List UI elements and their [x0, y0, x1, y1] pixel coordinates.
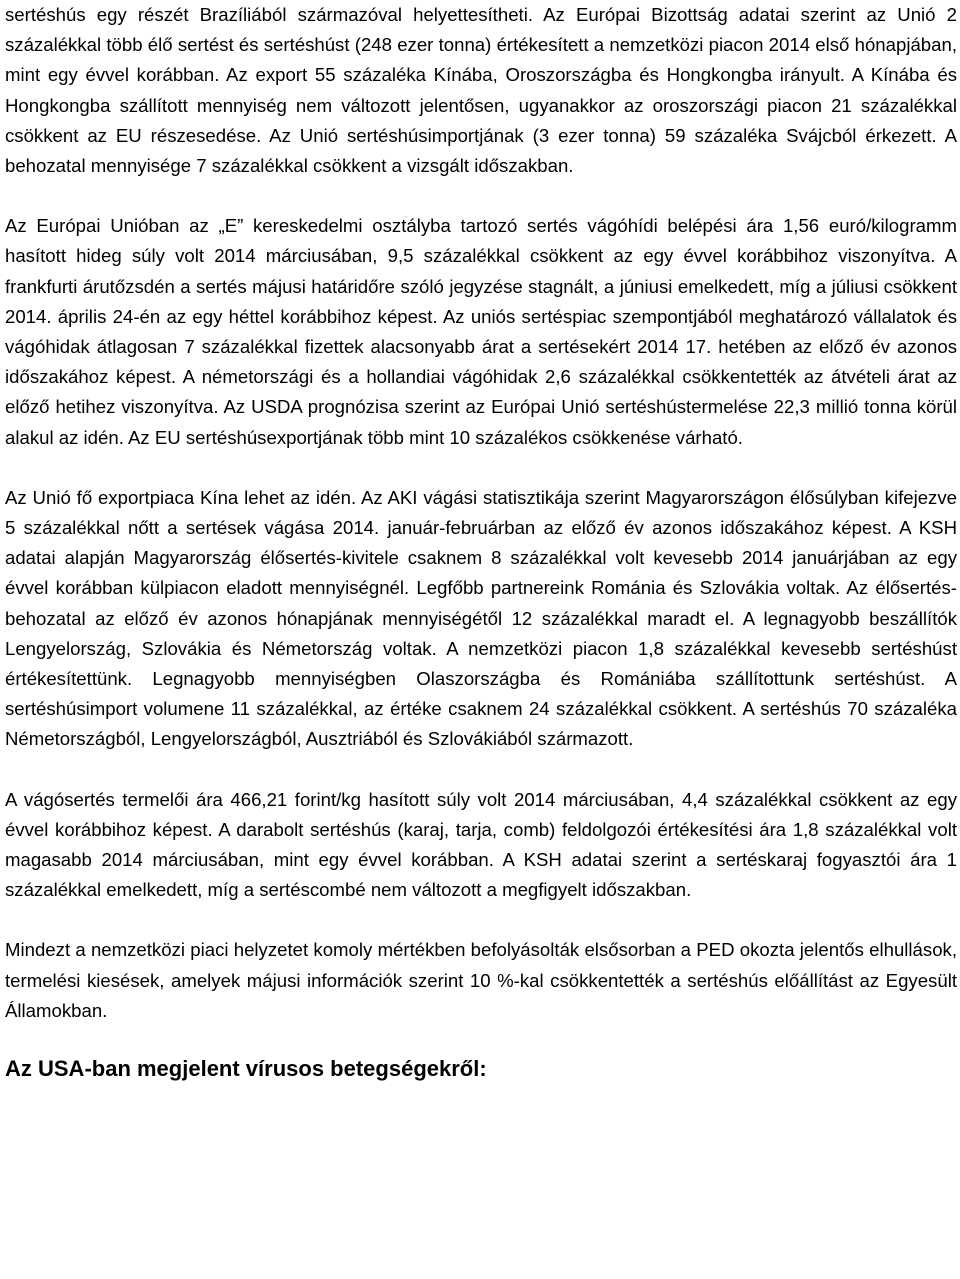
- paragraph-ped-impact: Mindezt a nemzetközi piaci helyzetet komoly mértékben befolyásolták elsősorban a PED okozta jelentős elhullások, termelési kiesések, amelyek májusi információk szerint 10 %-kal csökkentették a sertéshús előállítást az Egyesült Államokban.: [5, 939, 957, 1021]
- paragraph-producer-prices: A vágósertés termelői ára 466,21 forint/kg hasított súly volt 2014 márciusában, 4,4 százalékkal csökkent az egy évvel korábbihoz képest. A darabolt sertéshús (karaj, tarja, comb) feldolgozói értékesítési ára 1,8 százalékkal volt magasabb 2014 márciusában, mint egy évvel korábban. A KSH adatai szerint a sertéskaraj fogyasztói ára 1 százalékkal emelkedett, míg a sertéscombé nem változott a megfigyelt időszakban.: [5, 788, 957, 901]
- paragraph-hungary-trade: Az Unió fő exportpiaca Kína lehet az idén. Az AKI vágási statisztikája szerint Magyarországon élősúlyban kifejezve 5 százalékkal nőtt a sertések vágása 2014. január-februárban az előző év azonos időszakához képest. A KSH adatai alapján Magyarország élősertés-kivitele csaknem 8 százalékkal volt kevesebb 2014 januárjában az egy évvel korábban külpiacon eladott mennyiségnél. Legfőbb partnereink Románia és Szlovákia voltak. Az élősertés-behozatal az előző év azonos hónapjának mennyiségétől 12 százalékkal maradt el. A legnagyobb beszállítók Lengyelország, Szlovákia és Németország voltak. A nemzetközi piacon 1,8 százalékkal kevesebb sertéshúst értékesítettünk. Legnagyobb mennyiségben Olaszországba és Romániába szállítottunk sertéshúst. A sertéshúsimport volumene 11 százalékkal, az értéke csaknem 24 százalékkal csökkent. A sertéshús 70 százaléka Németországból, Lengyelországból, Ausztriából és Szlovákiából származott.: [5, 486, 957, 750]
- paragraph-gap: [5, 453, 957, 483]
- paragraph-gap: [5, 905, 957, 935]
- document-page: [5, 0, 957, 1084]
- paragraph-eu-prices: Az Európai Unióban az „E” kereskedelmi osztályba tartozó sertés vágóhídi belépési ára 1,56 euró/kilogramm hasított hideg súly volt 2014 márciusában, 9,5 százalékkal csökkent az egy évvel korábbihoz viszonyítva. A frankfurti árutőzsdén a sertés májusi határidőre szóló jegyzése stagnált, a júniusi emelkedett, míg a júliusi csökkent 2014. április 24-én az egy héttel korábbihoz képest. Az uniós sertéspiac szempontjából meghatározó vállalatok és vágóhidak átlagosan 7 százalékkal fizettek alacsonyabb árat a sertésekért 2014 17. hetében az előző év azonos időszakához képest. A németországi és a hollandiai vágóhidak 2,6 százalékkal csökkentették az átvételi árat az előző hetihez viszonyítva. Az USDA prognózisa szerint az Európai Unió sertéshústermelése 22,3 millió tonna körül alakul az idén. Az EU sertéshúsexportjának több mint 10 százalékos csökkenése várható.: [5, 215, 957, 448]
- section-heading: Az USA-ban megjelent vírusos betegségekről:: [5, 1056, 487, 1082]
- paragraph-gap: [5, 181, 957, 211]
- paragraph-gap: [5, 755, 957, 785]
- paragraph-eu-trade: sertéshús egy részét Brazíliából származóval helyettesítheti. Az Európai Bizottság adatai szerint az Unió 2 százalékkal több élő sertést és sertéshúst (248 ezer tonna) értékesített a nemzetközi piacon 2014 első hónapjában, mint egy évvel korábban. Az export 55 százaléka Kínába, Oroszországba és Hongkongba irányult. A Kínába és Hongkongba szállított mennyiség nem változott jelentősen, ugyanakkor az oroszországi piacon 21 százalékkal csökkent az EU részesedése. Az Unió sertéshúsimportjának (3 ezer tonna) 59 százaléka Svájcból érkezett. A behozatal mennyisége 7 százalékkal csökkent a vizsgált időszakban.: [5, 4, 957, 177]
